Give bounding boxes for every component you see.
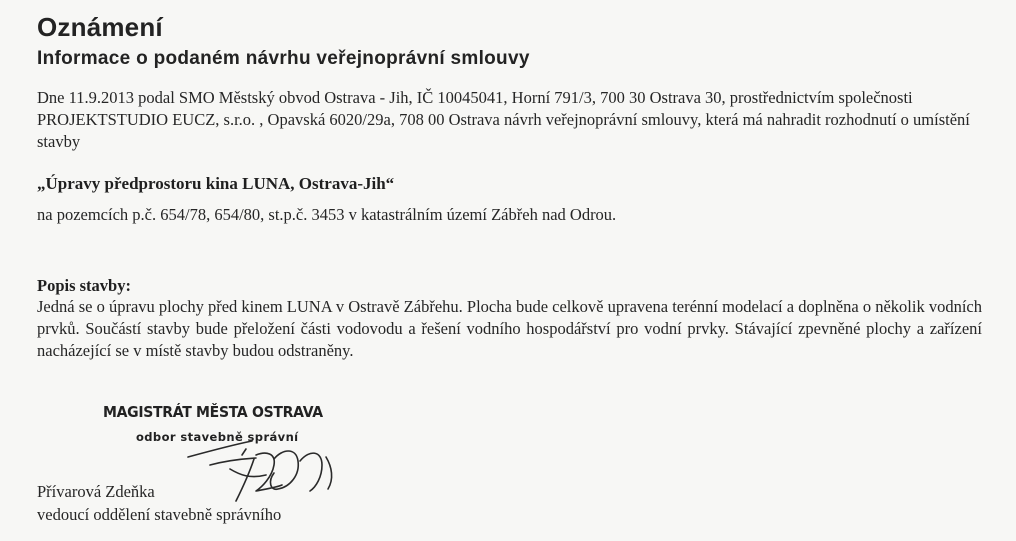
signatory-name: Přívarová Zdeňka <box>37 482 155 501</box>
project-name: „Úpravy předprostoru kina LUNA, Ostrava-Jih“ <box>37 174 395 193</box>
page-subtitle: Informace o podaném návrhu veřejnoprávní smlouvy <box>37 48 530 69</box>
intro-paragraph: Dne 11.9.2013 podal SMO Městský obvod Ostrava - Jih, IČ 10045041, Horní 791/3, 700 30 Ostrava 30, prostřednictvím společnosti PROJEKTSTUDIO EUCZ, s.r.o. , Opavská 6020/29a, 708 00 Ostrava návrh veřejnoprávní smlouvy, která má nahradit rozhodnutí o umístění stavby <box>37 88 970 151</box>
description-paragraph: Jedná se o úpravu plochy před kinem LUNA v Ostravě Zábřehu. Plocha bude celkově upravena terénní modelací a doplněna o několik vodních prvků. Součástí stavby bude přeložení části vodovodu a řešení vodního hospodářství pro vodní prvky. Stávající zpevněné plochy a zařízení nacházející se v místě stavby budou odstraněny. <box>37 297 982 360</box>
stamp-authority: MAGISTRÁT MĚSTA OSTRAVA <box>103 404 323 422</box>
handwritten-signature <box>170 425 360 515</box>
page-title: Oznámení <box>37 12 163 42</box>
parcels-paragraph: na pozemcích p.č. 654/78, 654/80, st.p.č. 3453 v katastrálním území Zábřeh nad Odrou. <box>37 205 617 224</box>
stamp-department: odbor stavebně správní <box>136 430 299 444</box>
signatory-role: vedoucí oddělení stavebně správního <box>37 505 282 524</box>
description-heading: Popis stavby: <box>37 276 131 295</box>
